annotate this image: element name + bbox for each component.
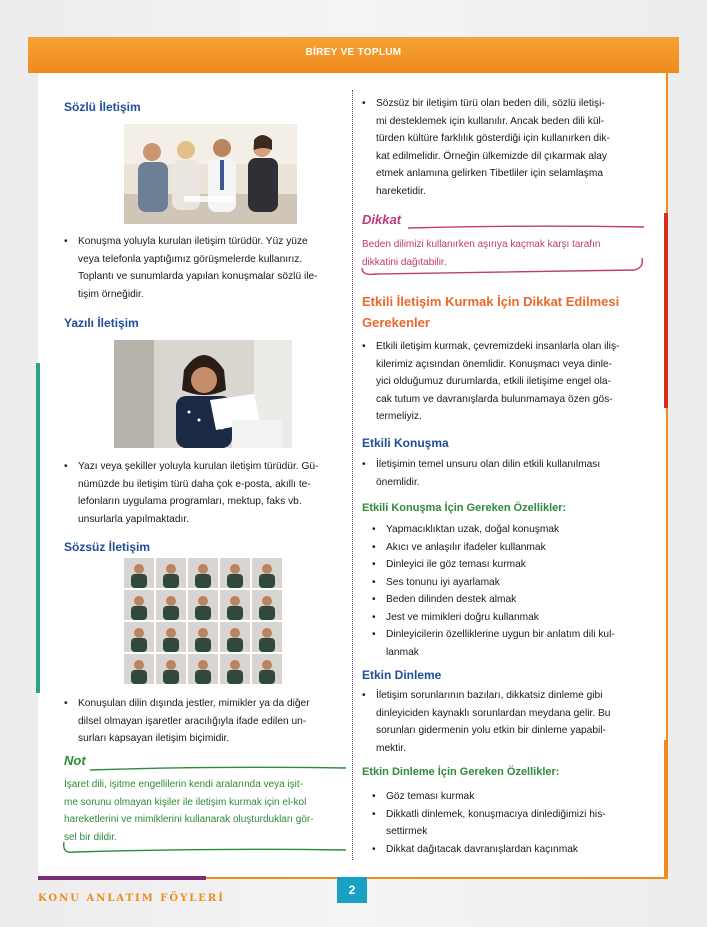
gestures-grid-photo [124,558,284,686]
yazili-iletisim-text [64,458,344,528]
list-item: • Jest ve mimikleri doğru kullanmak [372,609,654,627]
header-title: BİREY VE TOPLUM [305,47,402,58]
yazili-iletisim-title: Yazılı İletişim [64,316,139,330]
header-bar [28,37,679,73]
list-item: • Sözsüz bir iletişim türü olan beden dili, sözlü iletişi- mi desteklemek için kullanılır. Ancak beden dili kül- türden kültüre farklılık gösterdiği için kullanırken dik- kat edilmelidir. Örneğin ülkemizde dil çıkarmak alay etmek anlamına gelirken Tibetliler için selamlaşma hareketidir. [362,95,652,200]
dikkat-text: Beden dilimizi kullanırken aşırıya kaçmak karşı tarafın dikkatini dağıtabilir. [362,239,601,268]
sozsuz-iletisim-text [64,695,344,748]
footer-label: KONU ANLATIM FÖYLERİ [38,893,225,904]
etkili-konusma-text [362,456,652,491]
sozlu-iletisim-text [64,233,344,303]
list-item: • Göz teması kurmak [372,788,654,806]
etkili-konusma-title: Etkili Konuşma [362,436,449,450]
list-item: • Konuşma yoluyla kurulan iletişim türüdür. Yüz yüze veya telefonla yaptığımız görüşmelerde kullanırız. Toplantı ve sunumlarda yapılan konuşmalar sözlü ile- tişim örneğidir. [64,233,344,303]
right-accent-bar-orange [664,740,668,877]
etkin-dinleme-title: Etkin Dinleme [362,668,442,682]
left-accent-bar [36,363,40,693]
etkili-iletisim-heading: Etkili İletişim Kurmak İçin Dikkat Edilmesi Gerekenler [362,294,620,330]
etkin-dinleme-ozellikler-title: Etkin Dinleme İçin Gereken Özellikler: [362,766,560,778]
list-item: • Konuşulan dilin dışında jestler, mimikler ya da diğer dilsel olmayan işaretler aracılığıyla ifade edilen un- surları kapsayan iletişim biçimidir. [64,695,344,748]
right-accent-bar-red [664,213,668,408]
beden-dili-text [362,95,652,200]
sozlu-iletisim-title: Sözlü İletişim [64,100,141,114]
dikkat-title: Dikkat [362,212,402,227]
list-item: • Dikkat dağıtacak davranışlardan kaçınmak [372,841,654,859]
woman-reading-document-photo [114,340,292,448]
list-item: • Ses tonunu iyi ayarlamak [372,574,654,592]
list-item: • Dinleyici ile göz teması kurmak [372,556,654,574]
list-item: • Yapmacıklıktan uzak, doğal konuşmak [372,521,654,539]
list-item: • Dikkatli dinlemek, konuşmacıya dinlediğimizi his- settirmek [372,806,654,841]
not-title: Not [64,753,86,768]
list-item: • İletişimin temel unsuru olan dilin etkili kullanılması önemlidir. [362,456,652,491]
etkili-konusma-ozellikler-title: Etkili Konuşma İçin Gereken Özellikler: [362,502,567,514]
footer-accent-bar [38,876,206,880]
list-item: • İletişim sorunlarının bazıları, dikkatsiz dinleme gibi dinleyiciden kaynaklı sorunlardan meydana gelir. Bu sorunları gidermenin yolu etkin bir dinleme yapabil- mektir. [362,687,652,757]
column-divider [352,90,353,860]
list-item: • Etkili iletişim kurmak, çevremizdeki insanlarla olan iliş- kilerimiz açısından önemlidir. Konuşmacı veya dinle- yici olduğumuz durumlarda, etkili iletişime engel ola- cak tutum ve davranışlarda bulunmamaya özen gös- termeliyiz. [362,338,652,426]
etkili-konusma-ozellikler-list [372,521,654,661]
list-item: • Yazı veya şekiller yoluyla kurulan iletişim türüdür. Gü- nümüzde bu iletişim türü daha çok e-posta, akıllı te- lefonların uygulama programları, mektup, faks vb. unsurlarla yapılmaktadır. [64,458,344,528]
etkin-dinleme-text [362,687,652,757]
not-text: İşaret dili, işitme engellilerin kendi aralarında veya işit- me sorunu olmayan kişiler ile iletişim kurmak için el-kol hareketlerini ve mimiklerini kullanarak oluşturdukları gör- sel bir dildir. [64,779,314,843]
list-item: • Dinleyicilerin özelliklerine uygun bir anlatım dili kul- lanmak [372,626,654,661]
business-meeting-photo [124,124,297,224]
page-number: 2 [337,877,367,903]
sozsuz-iletisim-title: Sözsüz İletişim [64,540,151,554]
etkili-iletisim-text [362,338,652,426]
etkin-dinleme-ozellikler-list [372,788,654,858]
list-item: • Akıcı ve anlaşılır ifadeler kullanmak [372,539,654,557]
list-item: • Beden dilinden destek almak [372,591,654,609]
